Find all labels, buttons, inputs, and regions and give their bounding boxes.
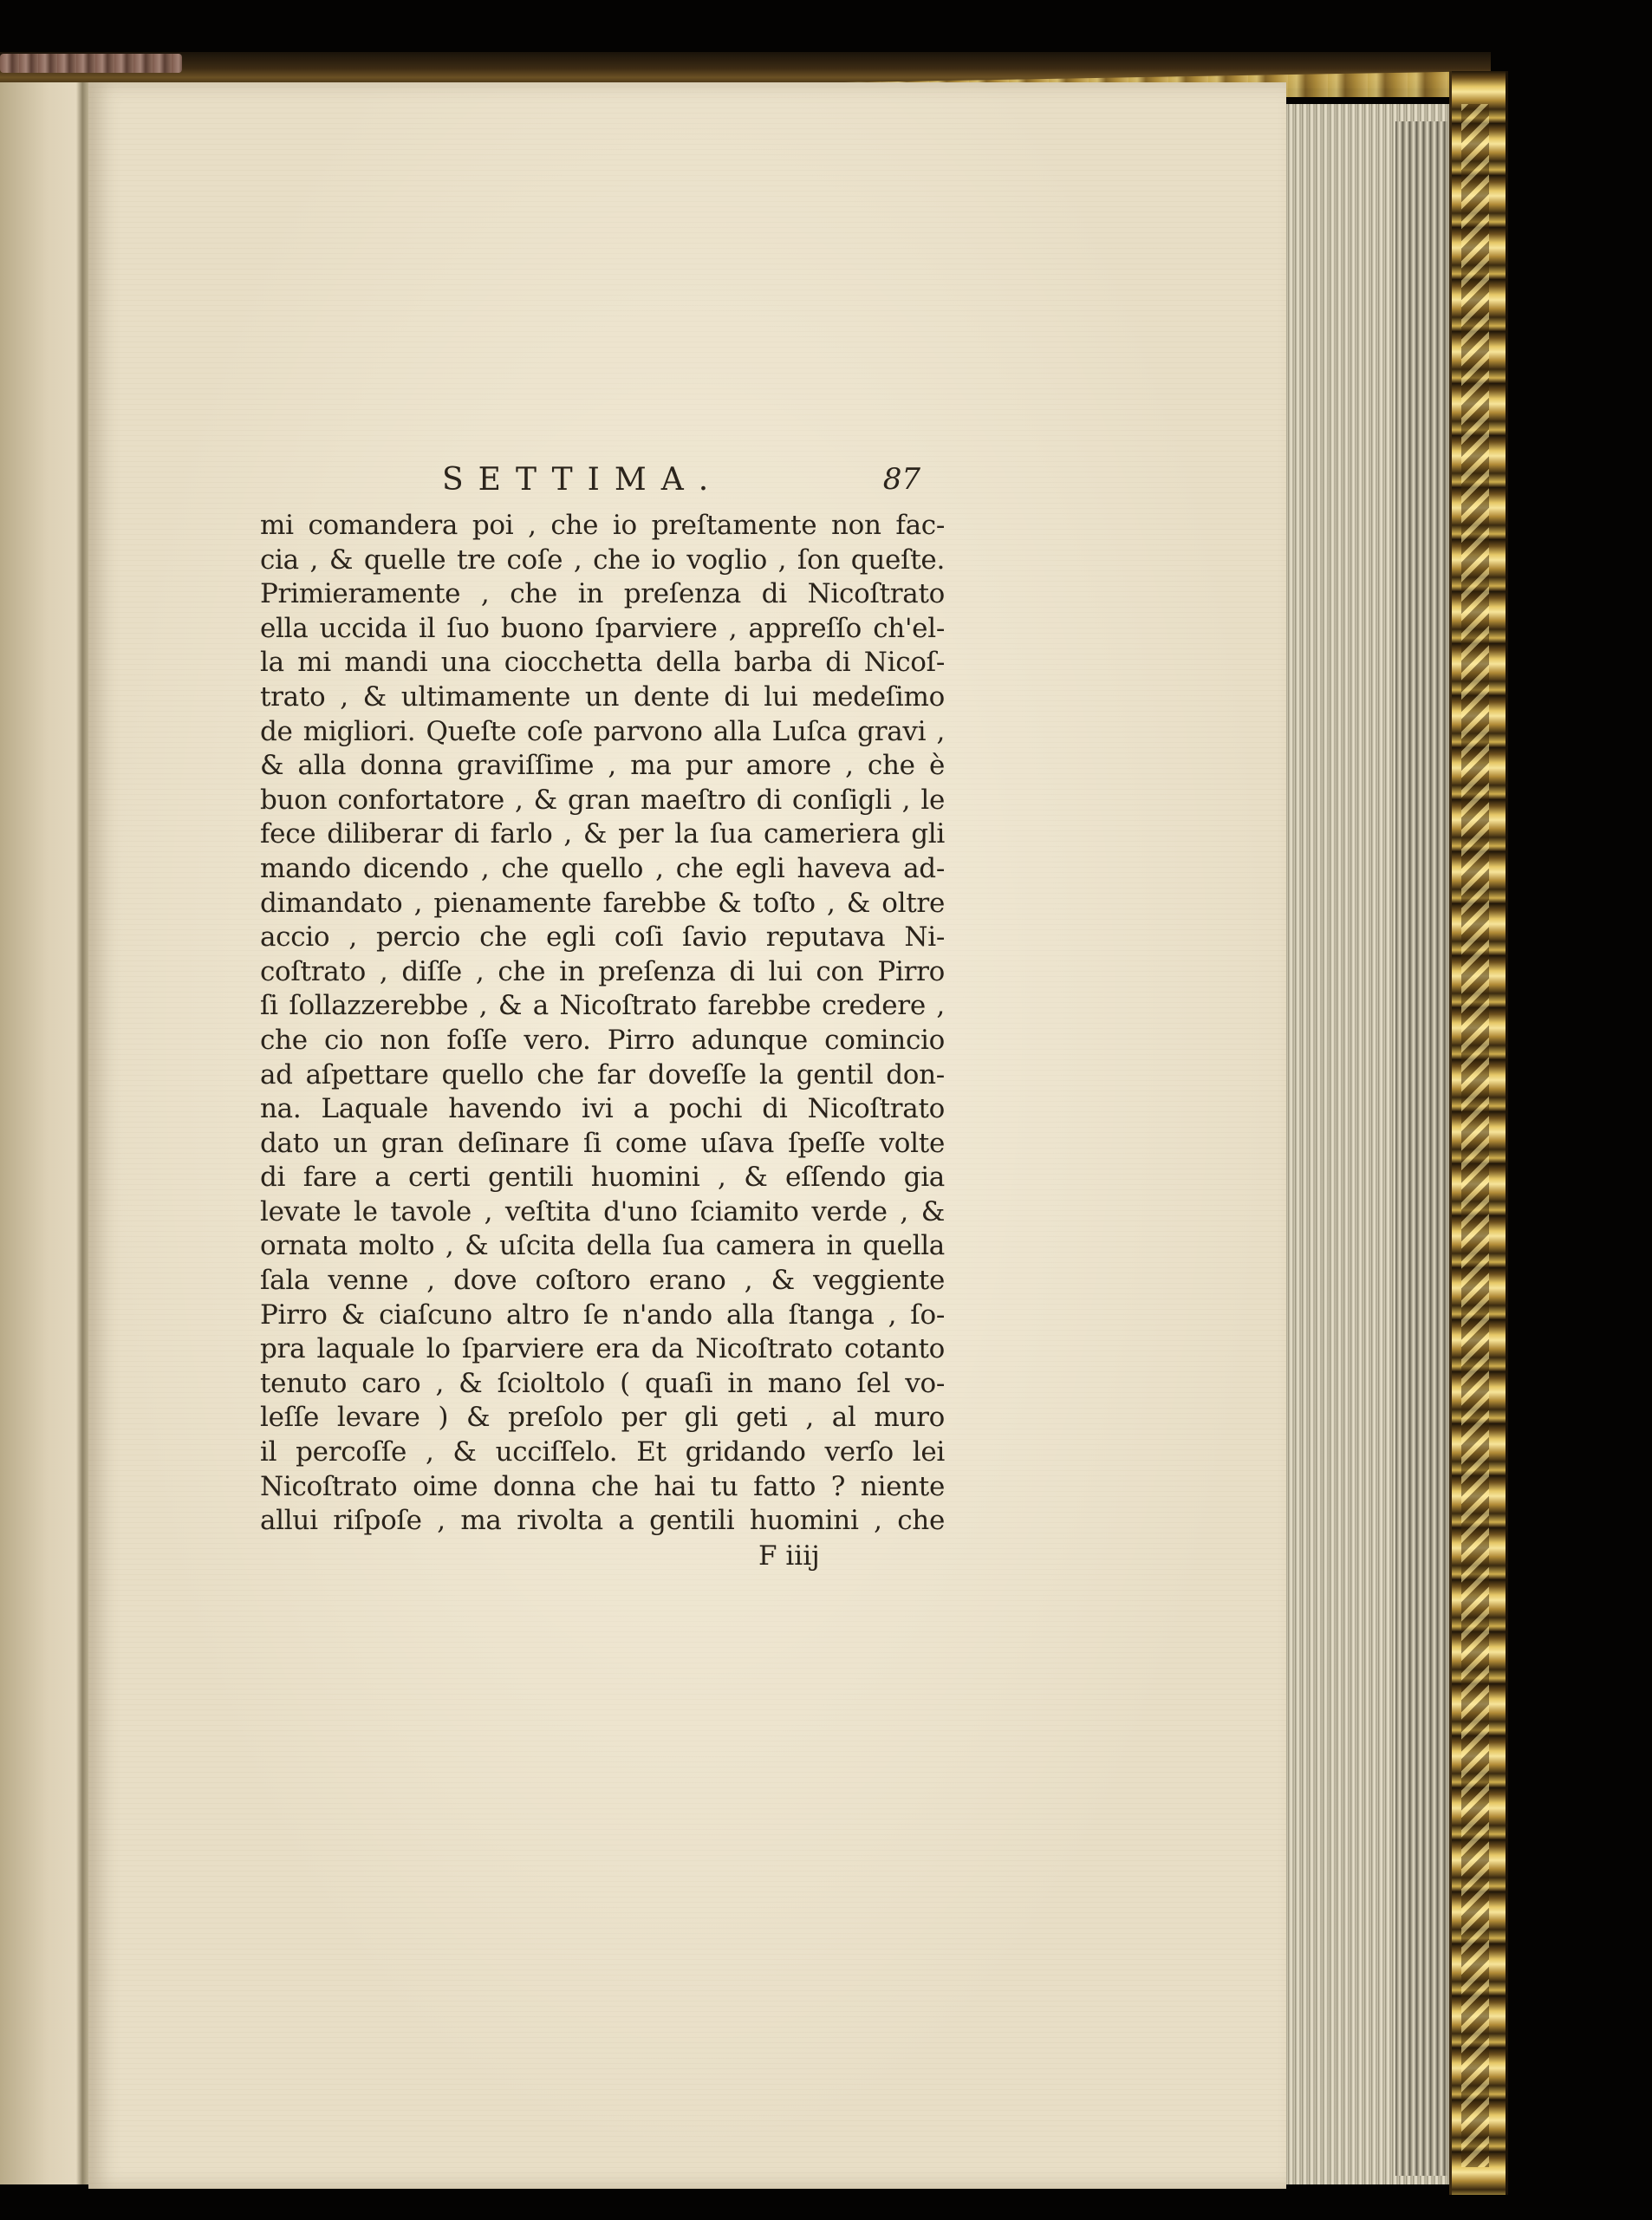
text-line: allui riſpoſe , ma rivolta a gentili huomini , che	[260, 1505, 945, 1537]
body-text	[260, 509, 945, 1539]
text-line: coſtrato , diſſe , che in preſenza di lui con Pirro	[260, 955, 945, 987]
text-line: ſala venne , dove coſtoro erano , & veggiente	[260, 1265, 945, 1297]
text-line: na. Laquale havendo ivi a pochi di Nicoſtrato	[260, 1093, 945, 1125]
text-line: il percoſſe , & ucciſſelo. Et gridando verſo lei	[260, 1436, 945, 1468]
signature-mark: F iiij	[758, 1540, 820, 1572]
text-line: Nicoſtrato oime donna che hai tu fatto ? niente	[260, 1470, 945, 1502]
running-head	[260, 455, 945, 507]
text-line: pra laquale lo ſparviere era da Nicoſtrato cotanto	[260, 1333, 945, 1365]
text-line: dimandato , pienamente farebbe & toſto , & oltre	[260, 887, 945, 919]
text-line: ſi ſollazzerebbe , & a Nicoſtrato farebbe credere ,	[260, 990, 945, 1022]
text-line: cia , & quelle tre coſe , che io voglio , ſon queſte.	[260, 544, 945, 576]
text-line: tenuto caro , & ſcioltolo ( quaſi in mano ſel vo-	[260, 1367, 945, 1399]
text-line: fece diliberar di farlo , & per la ſua cameriera gli	[260, 818, 945, 850]
text-line: la mi mandi una ciocchetta della barba di Nicoſ-	[260, 647, 945, 679]
text-line: trato , & ultimamente un dente di lui medeſimo	[260, 680, 945, 713]
running-head-title: SETTIMA.	[442, 462, 724, 498]
text-line: ornata molto , & uſcita della ſua camera in quella	[260, 1230, 945, 1262]
text-line: leſſe levare ) & preſolo per gli geti , al muro	[260, 1402, 945, 1434]
text-line: ad aſpettare quello che far doveſſe la gentil don-	[260, 1058, 945, 1090]
headband-ribbon	[0, 54, 182, 73]
text-line: & alla donna graviſſime , ma pur amore , che è	[260, 750, 945, 782]
text-line: buon confortatore , & gran maeſtro di conſigli , le	[260, 784, 945, 816]
text-line: Pirro & ciaſcuno altro ſe n'ando alla ſtanga , ſo-	[260, 1299, 945, 1331]
left-page-edge	[0, 82, 80, 2184]
text-line: accio , percio che egli coſi ſavio reputava Ni-	[260, 921, 945, 954]
text-line: de migliori. Queſte coſe parvono alla Luſca gravi ,	[260, 715, 945, 747]
text-line: ella uccida il ſuo buono ſparviere , appreſſo ch'el-	[260, 612, 945, 644]
text-line: Primieramente , che in preſenza di Nicoſtrato	[260, 578, 945, 610]
gilt-pattern	[1461, 104, 1489, 2167]
text-line: di fare a certi gentili huomini , & eſſendo gia	[260, 1162, 945, 1194]
text-block	[260, 455, 945, 1572]
text-line: mando dicendo , che quello , che egli haveva ad-	[260, 852, 945, 884]
page-block-shadow	[1395, 121, 1447, 2176]
text-line: che cio non foſſe vero. Pirro adunque comincio	[260, 1024, 945, 1056]
text-line: dato un gran deſinare ſi come uſava ſpeſſe volte	[260, 1127, 945, 1159]
text-line: levate le tavole , veſtita d'uno ſciamito verde , &	[260, 1195, 945, 1227]
text-line: mi comandera poi , che io preſtamente non fac-	[260, 510, 945, 541]
page-number: 87	[882, 462, 920, 497]
